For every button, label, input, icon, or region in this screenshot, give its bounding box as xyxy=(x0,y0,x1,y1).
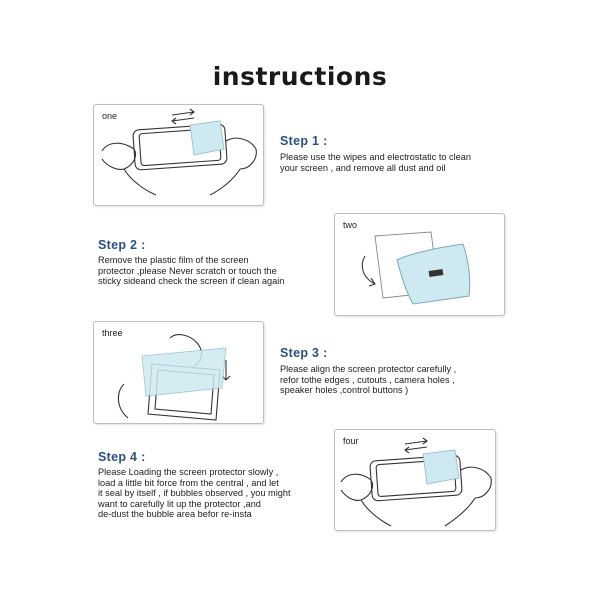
step-4-heading: Step 4 : xyxy=(98,450,146,464)
hands-pressing-protector-icon xyxy=(335,430,495,530)
panel-label: four xyxy=(343,436,359,446)
panel-one xyxy=(93,104,264,206)
panel-label: one xyxy=(102,111,118,121)
step-2-text: Remove the plastic film of the screen protector ,please Never scratch or touch the sticky sideand check the screen if clean again xyxy=(98,255,285,286)
step-4-text: Please Loading the screen protector slowly , load a little bit force from the central , and let it seal by itself , if bubbles observed , you might want to carefully lit up the protector ,and de-dust the bubble area befor re-insta xyxy=(98,467,291,519)
panel-label: two xyxy=(343,220,358,230)
peeling-film-icon xyxy=(335,214,504,315)
panel-label: three xyxy=(102,328,123,338)
hand-aligning-protector-icon xyxy=(94,322,263,423)
step-1-heading: Step 1 : xyxy=(280,134,328,148)
step-1-text: Please use the wipes and electrostatic to clean your screen , and remove all dust and oil xyxy=(280,152,472,173)
hands-wiping-phone-icon xyxy=(94,105,263,205)
step-2-heading: Step 2 : xyxy=(98,238,146,252)
panel-three xyxy=(93,321,264,424)
panel-two xyxy=(334,213,505,316)
page-title: instructions xyxy=(212,62,388,91)
step-3-text: Please align the screen protector carefully , refor tothe edges , cutouts , camera holes , speaker holes ,control buttons ) xyxy=(280,364,457,395)
step-3-heading: Step 3 : xyxy=(280,346,328,360)
panel-four xyxy=(334,429,496,531)
